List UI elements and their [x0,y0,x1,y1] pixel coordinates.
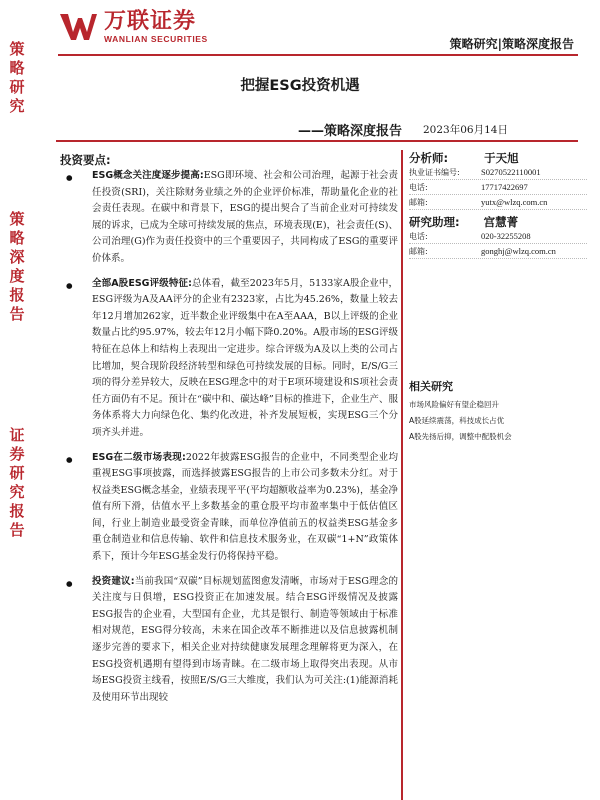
analyst-cert-row [409,165,587,180]
cert-label: 执业证书编号: [409,167,460,177]
key-point [60,168,398,268]
key-point-lead: ESG概念关注度逐步提高: [92,170,204,181]
report-date: 2023年06月14日 [423,124,508,136]
assistant-header [409,214,587,229]
key-point-text: 当前我国“双碳”目标规划蓝图愈发清晰，市场对于ESG理念的关注度与日俱增，ESG投资正在加速发展。结合ESG评级情况及披露ESG报告的企业看，大型国有企业，尤其是银行、制造等领域由于标准相对规范，ESG得分较高，未来在国企改革不断推进以及信息披露机制逐步完善的要求下，相关企业对持续健康发展理念理解将更为深入，在ESG投资机遇期有望得到市场青睐。在二级市场上取得突出表现。从市场ESG投资主线看，按照E/S/G三大维度，我们认为可关注:(1)能源消耗及使用环节出现较 [92,575,398,703]
report-subtitle: ——策略深度报告 [297,124,402,139]
email-label: 邮箱: [409,197,428,207]
analyst-name: 于天旭 [484,151,519,165]
brand-logo [58,10,208,44]
analyst-panel [409,150,587,259]
assistant-name: 宫慧菁 [483,215,519,229]
assistant-role: 研究助理: [409,215,460,229]
analyst-phone-row [409,180,587,195]
cert-value: S0270522110001 [481,167,541,177]
key-point-lead: ESG在二级市场表现: [92,451,186,463]
analyst-header [409,150,587,165]
key-point [60,574,398,707]
phone-label: 电话: [409,182,428,192]
key-point-lead: 投资建议: [92,575,135,587]
phone-value: 020-32255208 [481,231,531,241]
key-point-lead: 全部A股ESG评级特征: [92,277,192,289]
wanlian-logo-icon [58,10,98,44]
assistant-phone-row [409,229,587,244]
phone-label: 电话: [409,231,428,241]
email-link[interactable]: gonghj@wlzq.com.cn [481,246,556,256]
side-label-report-type: 策 略 深 度 报 告 [9,210,25,323]
key-point-text: 总体看，截至2023年5月，5133家A股企业中，ESG评级为A及AA评分的企业有2323家，占比为45.26%，数量上较去年12月增加262家，近半数企业评级集中在A至AAA，B以上评级的企业数量占比约95.97%，较去年12月小幅下降0.20%。A股市场的ESG评级特征在总体上和结构上表现出一定进步。综合评级为A及以上类的公司占比增加，契合现阶段经济转型和绿色可持续发展的目标。同时，E/S/G三项的得分差异较大，反映在ESG理念中的对于E项环境建设和S项社会责任方面仍有不足。预计在“碳中和、碳达峰”目标的推进下，企业生产、服务体系将大力向绿色化、集约化改进，补齐发展短板，实现ESG三个分项齐头并进。 [92,277,398,438]
bullet-icon: ● [66,454,73,464]
side-label-strategy: 策 略 研 究 [9,40,25,115]
report-title: 把握ESG投资机遇 [240,78,360,94]
related-research-item[interactable]: 市场风险偏好有望企稳回升 [409,400,499,409]
brand-name-cn: 万联证券 [104,9,197,34]
key-points-list [60,168,398,706]
header-divider [58,54,578,56]
email-link[interactable]: yutx@wlzq.com.cn [481,197,548,207]
bullet-icon: ● [66,173,73,182]
side-band [0,28,34,800]
key-point [60,276,398,442]
column-divider [401,150,403,800]
bullet-icon: ● [66,578,73,588]
report-category: 策略研究|策略深度报告 [449,37,574,51]
bullet-icon: ● [66,280,73,290]
analyst-email-row [409,195,587,210]
brand-name-en: WANLIAN SECURITIES [104,34,208,44]
email-label: 邮箱: [409,246,428,256]
related-research-item[interactable]: A股先扬后抑，调整中配股机会 [409,432,512,441]
key-point-text: 2022年披露ESG报告的企业中，不同类型企业均重视ESG事项披露，而选择披露ESG报告的上市公司多数未分红。对于权益类ESG概念基金，业绩表现平平(平均超额收益率为0.23%)，基金净值有所下滑，估值水平上多数基金的重仓股平均市盈率集中于低估值区间，行业上制造业最受资金青睐，而单位净值前五的权益类ESG基金多重仓制造业和信息传输、软件和信息技术服务业，在双碳“1+N”政策体系下，预计今年ESG基金发行仍将保持平稳。 [92,451,398,563]
analyst-role: 分析师: [409,151,449,165]
title-divider [56,140,578,142]
key-points-heading: 投资要点: [60,153,111,167]
related-research-item[interactable]: A股延续震荡，科技成长占优 [409,416,505,425]
assistant-email-row [409,244,587,259]
phone-value: 17717422697 [481,182,528,192]
key-point-text: ESG即环境、社会和公司治理，起源于社会责任投资(SRI)，关注除财务业绩之外的企业评价标准，帮助量化企业的社会责任表现。在碳中和背景下，ESG的提出契合了当前企业对可持续发展的诉求，已成为全球可持续发展的焦点，环境表现(E)，社会责任(S)、公司治理(G)作为责任投资中的三个重要因子，共同构成了ESG的重要评价体系。 [92,170,398,264]
side-label-securities: 证 券 研 究 报 告 [9,426,25,539]
key-point [60,450,398,566]
related-research [409,378,587,445]
related-research-title: 相关研究 [409,380,453,393]
